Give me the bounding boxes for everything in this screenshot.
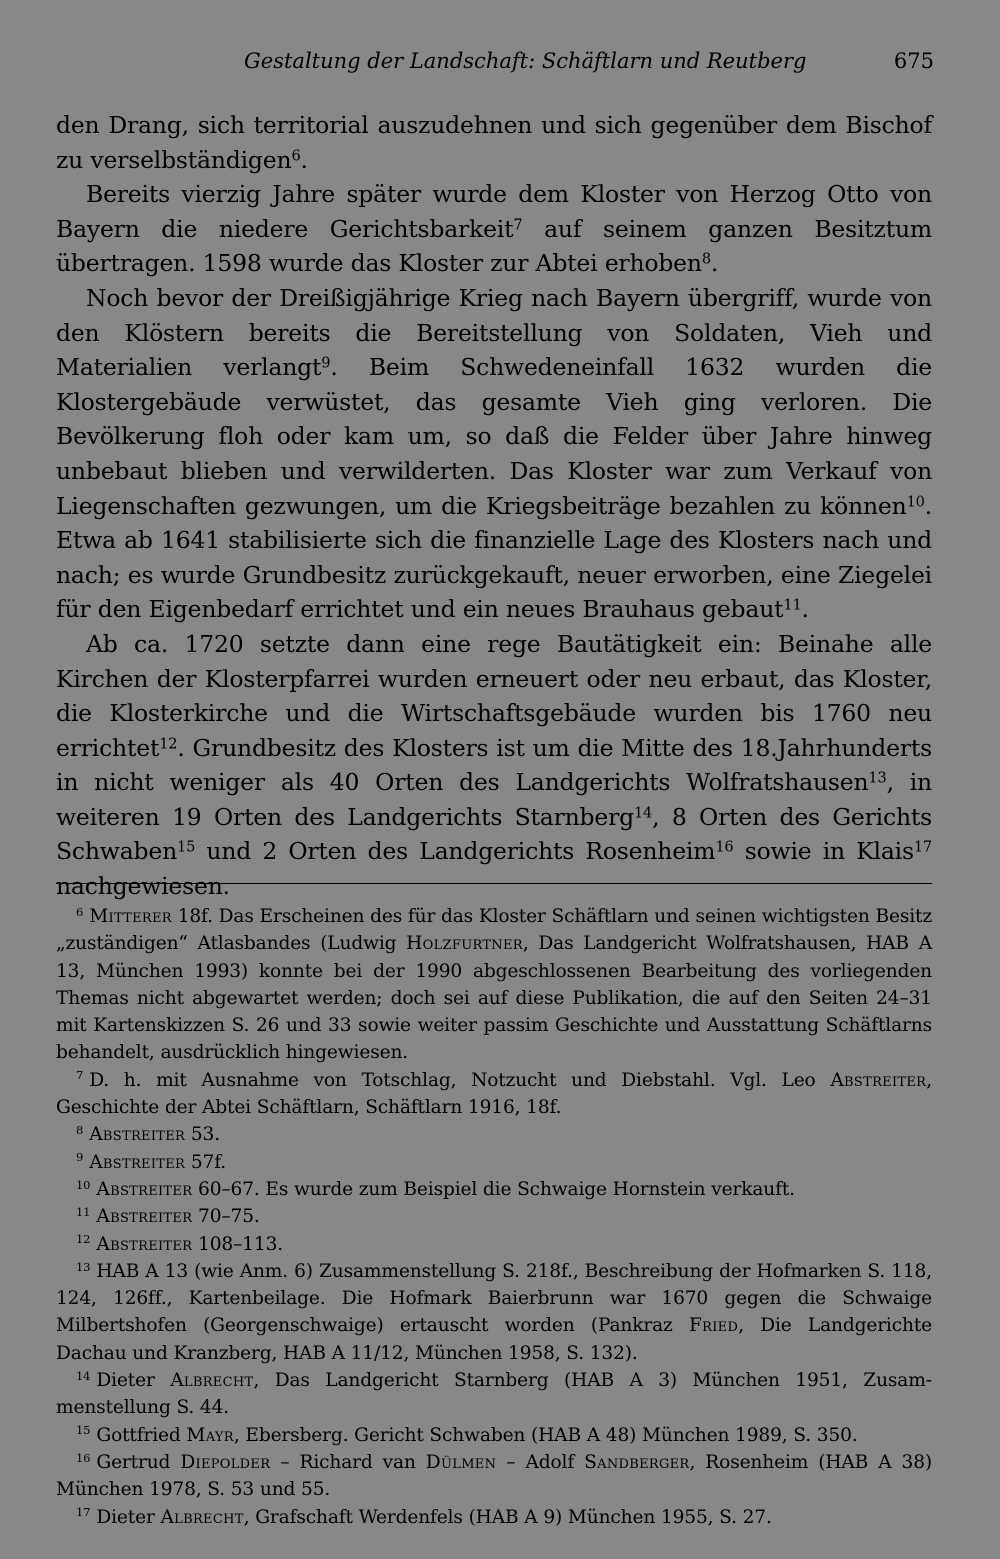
footnote-number: 16 xyxy=(76,1450,91,1465)
footnote-text: 108–113. xyxy=(192,1233,284,1255)
footnote-7 xyxy=(56,1067,932,1122)
text-span: . xyxy=(300,145,308,174)
footnote-15 xyxy=(56,1422,932,1449)
author-name: Fried xyxy=(688,1315,739,1337)
footnote-12 xyxy=(56,1231,932,1258)
footnote-number: 10 xyxy=(76,1177,91,1192)
author-name: Albrecht xyxy=(170,1370,254,1392)
running-head xyxy=(244,48,934,74)
footnote-13 xyxy=(56,1258,932,1367)
footnote-text: , Ebersberg. Gericht Schwaben (HAB A 48) München 1989, S. 350. xyxy=(233,1424,858,1446)
author-name: Sandberger xyxy=(584,1451,690,1473)
text-span: . Beim Schwedeneinfall 1632 wurden die Klostergebäude verwüstet, das gesamte Vieh ging verloren. Die Bevölkerung floh oder kam um, so daß die Felder über Jahre hinweg unbebaut blieben und verwilderten. Das Kloster war zum Verkauf von Liegenschaften gezwungen, um die Kriegsbeiträge bezahlen zu können xyxy=(56,353,932,520)
footnote-17 xyxy=(56,1504,932,1531)
author-name: Abstreiter xyxy=(89,1124,186,1146)
text-span: nachgewiesen. xyxy=(56,872,230,901)
footnote-text: HAB A 13 (wie Anm. 6) Zusammenstellung S. 218f., Beschreibung der Hofmarken S. 118, 124, 126ff., Kartenbeilage. Die Hofmark Baierbrunn war 1670 gegen die Schwaige Milbertshofen (Georgenschwaige) ertauscht worden (Pankraz xyxy=(56,1260,932,1337)
footnote-ref: 6 xyxy=(291,147,301,165)
footnote-number: 17 xyxy=(76,1505,91,1520)
footnotes xyxy=(56,903,932,1531)
footnote-number: 8 xyxy=(76,1123,84,1138)
text-span: , in weiteren 19 Orten des Landgerichts Starnberg xyxy=(56,768,932,831)
paragraph-4 xyxy=(56,627,932,904)
footnote-divider xyxy=(56,883,932,884)
author-name: Abstreiter xyxy=(96,1233,193,1255)
footnote-number: 12 xyxy=(76,1232,91,1247)
author-name: Holzfurtner xyxy=(406,933,523,955)
footnote-text: , Rosenheim (HAB A 38) München 1978, S. 53 und 55. xyxy=(56,1451,932,1501)
footnote-number: 6 xyxy=(76,904,84,919)
footnote-text: – Adolf xyxy=(496,1451,585,1473)
footnote-ref: 13 xyxy=(868,770,887,787)
footnote-text: , Grafschaft Werdenfels (HAB A 9) München 1955, S. 27. xyxy=(243,1506,772,1528)
text-span: und 2 Orten des Landgerichts Rosenheim xyxy=(195,837,716,866)
text-span: Bereits vierzig Jahre später wurde dem Kloster von Herzog Otto von Bayern die niedere Gerichtsbarkeit xyxy=(56,180,932,243)
text-span: den Drang, sich territorial auszudehnen und sich gegenüber dem Bischof zu verselbständigen xyxy=(56,111,932,174)
footnote-ref: 7 xyxy=(513,216,523,234)
text-span: . Grundbesitz des Klosters ist um die Mitte des 18.Jahrhunderts in nicht weniger als 40 Orten des Landgerichts Wolfratshausen xyxy=(56,733,932,797)
text-span: . Etwa ab 1641 stabilisierte sich die finanzielle Lage des Klosters nach und nach; es wurde Grundbesitz zurückgekauft, neuer erworben, eine Ziegelei für den Eigenbedarf errichtet und ein neues Brauhaus gebaut xyxy=(56,491,932,624)
footnote-text: Dieter xyxy=(96,1506,161,1528)
footnote-8 xyxy=(56,1121,932,1148)
paragraph-2 xyxy=(56,177,932,281)
text-span: . xyxy=(710,249,719,278)
text-span: Noch bevor der Dreißigjährige Krieg nach Bayern übergriff, wurde von den Klöstern bereits die Bereitstellung von Soldaten, Vieh und Materialien verlangt xyxy=(56,283,932,382)
footnote-text: 57f. xyxy=(185,1151,227,1173)
footnote-text: Gottfried xyxy=(96,1424,187,1446)
footnote-text: – Richard van xyxy=(270,1451,426,1473)
footnote-ref: 11 xyxy=(783,597,802,615)
paragraph-3 xyxy=(56,281,932,627)
footnote-text: 60–67. Es wurde zum Beispiel die Schwaige Hornstein verkauft. xyxy=(192,1178,795,1200)
footnote-10 xyxy=(56,1176,932,1203)
page-number: 675 xyxy=(893,49,934,73)
footnote-number: 9 xyxy=(76,1150,84,1165)
footnote-text: , Das Landgericht Starnberg (HAB A 3) München 1951, Zusammenstellung S. 44. xyxy=(56,1370,933,1419)
footnote-14 xyxy=(56,1367,932,1422)
text-span: , 8 Orten des Gerichts Schwaben xyxy=(56,802,932,866)
footnote-6 xyxy=(56,903,932,1067)
author-name: Abstreiter xyxy=(96,1178,193,1200)
author-name: Mayr xyxy=(186,1424,234,1446)
footnote-number: 14 xyxy=(76,1368,91,1383)
footnote-text: 53. xyxy=(185,1124,220,1146)
body-text xyxy=(56,108,932,904)
footnote-ref: 14 xyxy=(633,804,653,822)
running-head-title: Gestaltung der Landschaft: Schäftlarn und Reutberg xyxy=(244,49,807,73)
text-span: sowie in Klais xyxy=(733,837,914,866)
footnote-text: , Geschichte der Abtei Schäftlarn, Schäftlarn 1916, 18f. xyxy=(56,1069,932,1119)
footnote-ref: 9 xyxy=(321,354,331,372)
text-span: Ab ca. 1720 setzte dann eine rege Bautätigkeit ein: Beinahe alle Kirchen der Klosterpfarrei wurden erneuert oder neu erbaut, das Kloster, die Klosterkirche und die Wirtschaftsgebäude wurden bis 1760 neu errichtet xyxy=(56,629,932,762)
footnote-number: 15 xyxy=(76,1423,91,1438)
author-name: Mitterer xyxy=(89,906,172,927)
footnote-ref: 17 xyxy=(913,839,932,857)
author-name: Dülmen xyxy=(425,1451,497,1473)
footnote-number: 7 xyxy=(76,1068,84,1083)
paragraph-1 xyxy=(56,108,932,177)
footnote-9 xyxy=(56,1149,932,1176)
author-name: Abstreiter xyxy=(830,1069,927,1091)
footnote-text: 18f. Das Erscheinen des für das Kloster Schäftlarn und seinen wichtigsten Besitz „zuständigen“ Atlasbandes (Ludwig xyxy=(56,906,932,955)
footnote-ref: 12 xyxy=(159,735,178,753)
footnote-text: , Die Landgerichte Dachau und Kranzberg, HAB A 11/12, München 1958, S. 132). xyxy=(56,1315,932,1364)
author-name: Abstreiter xyxy=(89,1151,186,1173)
footnote-text: Dieter xyxy=(96,1370,171,1392)
footnote-number: 11 xyxy=(76,1204,91,1219)
author-name: Abstreiter xyxy=(96,1206,193,1228)
author-name: Diepolder xyxy=(180,1451,271,1473)
footnote-ref: 15 xyxy=(177,839,196,857)
footnote-text: Gertrud xyxy=(96,1451,181,1473)
footnote-ref: 10 xyxy=(906,493,925,511)
author-name: Albrecht xyxy=(160,1506,244,1528)
footnote-11 xyxy=(56,1203,932,1230)
footnote-text: 70–75. xyxy=(192,1206,260,1228)
footnote-text: , Das Landgericht Wolfratshausen, HAB A 13, München 1993) konnte bei der 1990 abgeschlossenen Bearbeitung des vorliegenden Themas nicht abgewartet werden; doch sei auf diese Publikation, die auf den Seiten 24–31 mit Kartenskizzen S. 26 und 33 sowie weiter passim Geschichte und Ausstattung Schäftlarns behandelt, ausdrücklich hingewiesen. xyxy=(56,933,932,1064)
footnote-ref: 16 xyxy=(715,839,734,857)
text-span: auf seinem ganzen Besitztum übertragen. 1598 wurde das Kloster zur Abtei erhoben xyxy=(56,214,932,278)
footnote-number: 13 xyxy=(76,1259,91,1274)
text-span: . xyxy=(801,595,809,624)
footnote-text: D. h. mit Ausnahme von Totschlag, Notzucht und Diebstahl. Vgl. Leo xyxy=(89,1069,831,1091)
footnote-16 xyxy=(56,1449,932,1504)
footnote-ref: 8 xyxy=(701,251,711,269)
